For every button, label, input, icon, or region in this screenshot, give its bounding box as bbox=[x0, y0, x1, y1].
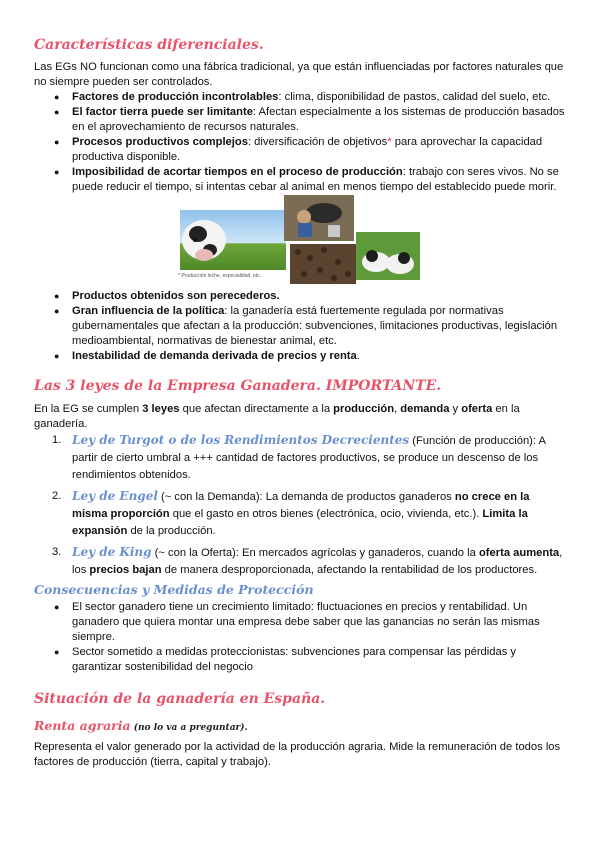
cow-sky-photo bbox=[180, 210, 286, 270]
milking-photo bbox=[284, 195, 354, 241]
list-item: ● Gran influencia de la política: la ganadería está fuertemente regulada por normativas gubernamentales que afectan a la producción: subvenciones, limitaciones productivas, legislación medioambiental, normativas de bienestar animal, etc. bbox=[34, 304, 566, 349]
feed-photo bbox=[290, 244, 356, 284]
list-item: ● Productos obtenidos son perecederos. bbox=[34, 289, 566, 304]
characteristics-list bbox=[34, 90, 566, 195]
section-title-characteristics: Características diferenciales. bbox=[34, 37, 264, 53]
section-title-spain: Situación de la ganadería en España. bbox=[34, 691, 326, 707]
list-item: ● Inestabilidad de demanda derivada de precios y renta. bbox=[34, 349, 566, 364]
calves-photo bbox=[356, 232, 420, 280]
list-item: ● Procesos productivos complejos: diversificación de objetivos* para aprovechar la capacidad productiva disponible. bbox=[34, 135, 566, 165]
list-item: ● Factores de producción incontrolables: clima, disponibilidad de pastos, calidad del suelo, etc. bbox=[34, 90, 566, 105]
renta-description: Representa el valor generado por la actividad de la producción agraria. Mide la remuneración de todos los factores de producción (tierra, capital y trabajo). bbox=[34, 741, 561, 768]
characteristics-list-continued bbox=[34, 289, 566, 364]
list-item: ● El factor tierra puede ser limitante: Afectan especialmente a los sistemas de producción basados en el aprovechamiento de recursos naturales. bbox=[34, 105, 566, 135]
list-item: 1. Ley de Turgot o de los Rendimientos Decrecientes (Función de producción): A partir de cierto umbral a +++ cantidad de factores productivos, se produce un descenso de los rendimientos obtenidos. bbox=[52, 433, 546, 481]
list-item: ● Imposibilidad de acortar tiempos en el proceso de producción: trabajo con seres vivos. No se puede reducir el tiempo, si intentas cebar al animal en menos tiempo del establecido puede morir. bbox=[34, 165, 566, 195]
list-item: ● El sector ganadero tiene un crecimiento limitado: fluctuaciones en precios y rentabilidad. Un ganadero que quiera montar una empresa debe saber que las ganancias no serán las mismas siempre. bbox=[34, 600, 566, 645]
list-item: 3. Ley de King (~ con la Oferta): En mercados agrícolas y ganaderos, cuando la oferta aumenta, los precios bajan de manera desproporcionada, afectando la rentabilidad de los productores. bbox=[52, 545, 563, 576]
laws-list bbox=[34, 432, 566, 579]
section-title-three-laws: Las 3 leyes de la Empresa Ganadera. IMPORTANTE. bbox=[34, 378, 442, 394]
photo-caption: * Producción leche, especialidad, etc. bbox=[178, 273, 262, 279]
subsection-title-renta: Renta agraria (no lo va a preguntar). bbox=[34, 718, 248, 733]
section-title-consequences: Consecuencias y Medidas de Protección bbox=[34, 582, 314, 597]
section-intro: Las EGs NO funcionan como una fábrica tradicional, ya que están influenciadas por factores naturales que no siempre pueden ser controlados. bbox=[34, 61, 564, 88]
laws-intro: En la EG se cumplen 3 leyes que afectan directamente a la producción, demanda y oferta en la ganadería. bbox=[34, 403, 520, 430]
consequences-list bbox=[34, 600, 566, 675]
list-item: 2. Ley de Engel (~ con la Demanda): La demanda de productos ganaderos no crece en la misma proporción que el gasto en otros bienes (electrónica, ocio, vivienda, etc.). Limita la expansión de la producción. bbox=[52, 489, 530, 537]
list-item: ● Sector sometido a medidas proteccionistas: subvenciones para compensar las pérdidas y garantizar sostenibilidad del negocio bbox=[34, 645, 566, 675]
